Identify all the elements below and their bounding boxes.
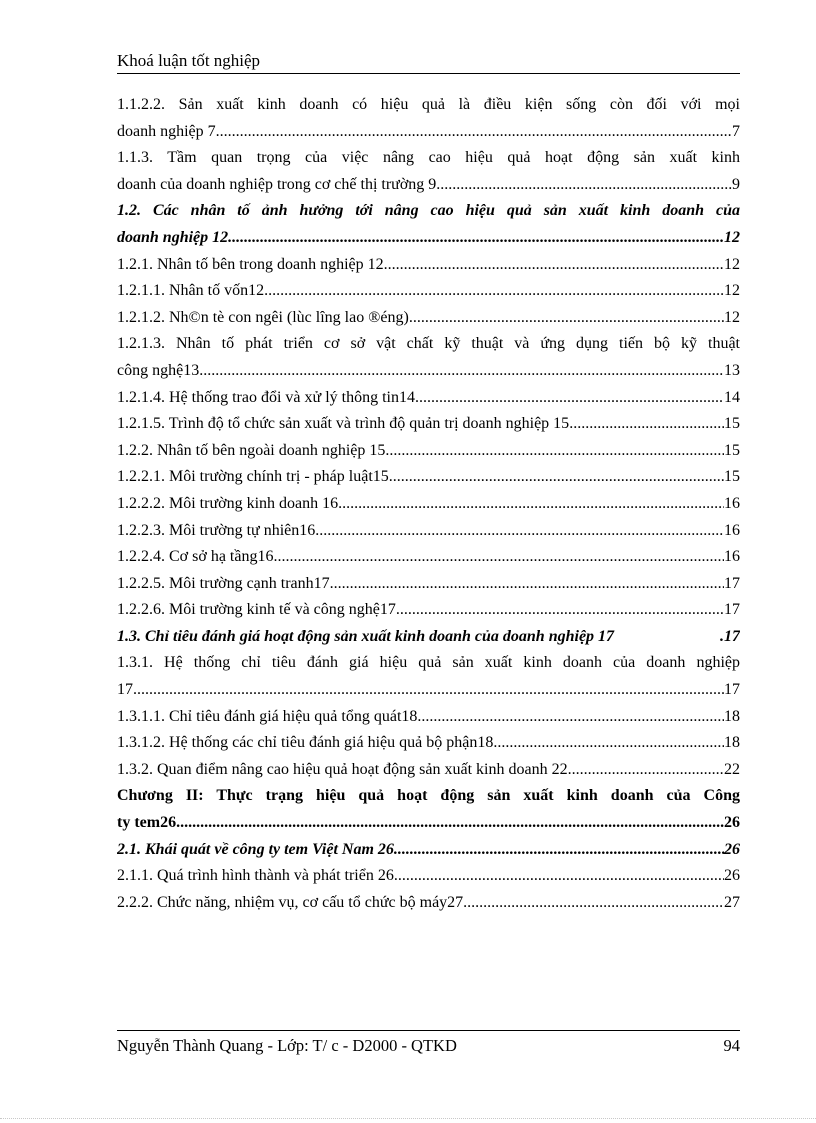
toc-leader (384, 252, 724, 279)
toc-entry-text: 1.3.2. Quan điểm nâng cao hiệu quả hoạt động sản xuất kinh doanh 22 (117, 760, 568, 778)
toc-page-number: 17 (724, 601, 740, 619)
footer-page-number: 94 (723, 1036, 740, 1055)
toc-leader (315, 518, 724, 545)
toc-page-number: 26 (724, 867, 740, 885)
toc-entry-line (117, 358, 740, 385)
toc-entry-1-2-2-5 (117, 571, 740, 598)
toc-entry-2-1 (117, 837, 740, 864)
toc-page-number: 18 (724, 707, 740, 725)
toc-page-number: 27 (724, 893, 740, 911)
toc-entry-1-2-2-1 (117, 464, 740, 491)
toc-entry-text: 1.3. Chỉ tiêu đánh giá hoạt động sản xuất kinh doanh của doanh nghiệp 17 (117, 627, 615, 645)
toc-entry-text: 1.3.1.2. Hệ thống các chỉ tiêu đánh giá hiệu quả bộ phận18 (117, 734, 494, 752)
toc-entry-1-2-2-2 (117, 491, 740, 518)
toc-entry-1-2-1-1 (117, 278, 740, 305)
toc-page-number: 17 (724, 574, 740, 592)
toc-entry-1-2-2-4 (117, 544, 740, 571)
toc-entry-1-3-2 (117, 757, 740, 784)
toc-page-number: 15 (724, 468, 740, 486)
toc-entry-text: 1.3.1.1. Chỉ tiêu đánh giá hiệu quả tổng quát18 (117, 707, 418, 725)
toc-entry-text: 1.2.2.3. Môi trường tự nhiên16 (117, 521, 316, 539)
toc-leader (330, 571, 724, 598)
toc-page-number: 15 (724, 415, 740, 433)
toc-entry-1-2-2-3 (117, 518, 740, 545)
toc-entry-1-3-1-1 (117, 704, 740, 731)
toc-entry-text: 1.2.1.2. Nh©n tè con ngêi (lùc lîng lao ®éng) (117, 308, 409, 326)
toc-entry-text: 1.2.1. Nhân tố bên trong doanh nghiệp 12 (117, 255, 384, 273)
footer-author: Nguyễn Thành Quang - Lớp: T/ c - D2000 - QTKD (117, 1036, 457, 1055)
toc-leader (176, 810, 724, 837)
toc-entry-1-2-2-6 (117, 597, 740, 624)
toc-entry-1-2-1-3 (117, 331, 740, 384)
toc-entry-1-1-2-2 (117, 92, 740, 145)
toc-entry-line: 1.1.2.2. Sản xuất kinh doanh có hiệu quả là điều kiện sống còn đối với mọi (117, 96, 740, 113)
toc-page-number: 16 (724, 548, 740, 566)
toc-leader (417, 704, 724, 731)
toc-leader (264, 278, 724, 305)
toc-entry-line: 1.2. Các nhân tố ảnh hưởng tới nâng cao hiệu quả sản xuất kinh doanh của (117, 202, 740, 220)
toc-page-number: 22 (724, 760, 740, 778)
toc-entry-text: doanh nghiệp 12 (117, 228, 229, 246)
toc-leader (493, 730, 724, 757)
toc-entry-line: 1.3.1. Hệ thống chỉ tiêu đánh giá hiệu quả sản xuất kinh doanh của doanh nghiệp (117, 654, 740, 672)
toc-page-number: 12 (724, 308, 740, 326)
toc-entry-text: ty tem26 (117, 814, 177, 832)
toc-leader (394, 863, 724, 890)
toc-entry-text: 2.1. Khái quát về công ty tem Việt Nam 26 (117, 840, 394, 858)
toc-entry-2-1-1 (117, 863, 740, 890)
toc-entry-1-2-1 (117, 252, 740, 279)
toc-leader (396, 597, 724, 624)
toc-leader (463, 890, 724, 917)
toc-leader (199, 358, 724, 385)
toc-entry-text: 1.2.1.4. Hệ thống trao đổi và xử lý thông tin14 (117, 388, 415, 406)
toc-page-number: 18 (724, 734, 740, 752)
toc-page-number: 26 (724, 840, 740, 858)
toc-leader (216, 119, 732, 146)
toc-entry-1-3 (117, 624, 740, 651)
toc-page-number: 14 (724, 388, 740, 406)
page-footer (117, 1030, 740, 1057)
toc-entry-1-2-2 (117, 438, 740, 465)
toc-entry-1-2-1-5 (117, 411, 740, 438)
toc-entry-line: 1.1.3. Tầm quan trọng của việc nâng cao hiệu quả hoạt động sản xuất kinh (117, 149, 740, 167)
toc-entry-text: 1.2.2.6. Môi trường kinh tế và công nghệ17 (117, 601, 396, 619)
toc-entry-text: 1.2.2.5. Môi trường cạnh tranh17 (117, 574, 330, 592)
page-header (117, 50, 740, 74)
toc-entry-text: 2.1.1. Quá trình hình thành và phát triển 26 (117, 867, 394, 885)
toc-entry-1-2-1-4 (117, 385, 740, 412)
toc-entry-text: doanh của doanh nghiệp trong cơ chế thị trường 9 (117, 175, 437, 193)
toc-entry-text: 1.2.2.2. Môi trường kinh doanh 16 (117, 494, 339, 512)
toc-page-number: .17 (720, 627, 740, 645)
toc-page-number: 17 (724, 681, 740, 699)
toc-page-number: 16 (724, 521, 740, 539)
toc-leader (415, 385, 724, 412)
toc-entry-1-1-3 (117, 145, 740, 198)
toc-leader (385, 438, 724, 465)
toc-entry-line (117, 119, 740, 146)
toc-entry-text: 2.2.2. Chức năng, nhiệm vụ, cơ cấu tổ chức bộ máy27 (117, 893, 464, 911)
toc-entry-text: 1.2.2. Nhân tố bên ngoài doanh nghiệp 15 (117, 441, 386, 459)
toc-entry-1-3-1 (117, 650, 740, 703)
toc-entry-text: 1.2.1.5. Trình độ tổ chức sản xuất và trình độ quản trị doanh nghiệp 15 (117, 415, 570, 433)
toc-leader (338, 491, 724, 518)
toc-page-number: 12 (724, 282, 740, 300)
header-title: Khoá luận tốt nghiệp (117, 51, 261, 70)
toc-leader (568, 757, 724, 784)
toc-entry-1-3-1-2 (117, 730, 740, 757)
toc-entry-line (117, 172, 740, 199)
toc-leader (389, 464, 724, 491)
toc-leader (394, 837, 724, 864)
toc-entry-text: 1.2.2.1. Môi trường chính trị - pháp luật15 (117, 468, 389, 486)
table-of-contents (117, 92, 740, 916)
toc-entry-2-2-2 (117, 890, 740, 917)
toc-leader (569, 411, 724, 438)
toc-leader (273, 544, 724, 571)
toc-entry-line: 1.2.1.3. Nhân tố phát triển cơ sở vật chất kỹ thuật và ứng dụng tiến bộ kỹ thuật (117, 335, 740, 353)
toc-page-number: 12 (724, 228, 740, 246)
toc-page-number: 15 (724, 441, 740, 459)
toc-entry-1-2-1-2 (117, 305, 740, 332)
toc-entry-text: 1.2.1.1. Nhân tố vốn12 (117, 282, 265, 300)
toc-page-number: 12 (724, 255, 740, 273)
toc-entry-1-2 (117, 198, 740, 251)
toc-page-number: 9 (732, 175, 740, 193)
toc-entry-line (117, 225, 740, 252)
toc-entry-text: doanh nghiệp 7 (117, 122, 216, 140)
toc-leader (228, 225, 724, 252)
toc-entry-line (117, 810, 740, 837)
toc-page-number: 7 (732, 122, 740, 140)
toc-leader (436, 172, 732, 199)
toc-leader (409, 305, 724, 332)
page-edge-divider (0, 1118, 816, 1119)
toc-page-number: 16 (724, 494, 740, 512)
toc-entry-text: 1.2.2.4. Cơ sở hạ tầng16 (117, 548, 274, 566)
toc-entry-line: Chương II: Thực trạng hiệu quả hoạt động sản xuất kinh doanh của Công (117, 787, 740, 805)
toc-entry-text: 17 (117, 681, 133, 699)
toc-entry-line (117, 677, 740, 704)
toc-leader (133, 677, 724, 704)
toc-entry-chuong-2 (117, 783, 740, 836)
toc-entry-text: công nghệ13 (117, 361, 200, 379)
toc-page-number: 26 (724, 814, 740, 832)
toc-page-number: 13 (724, 361, 740, 379)
